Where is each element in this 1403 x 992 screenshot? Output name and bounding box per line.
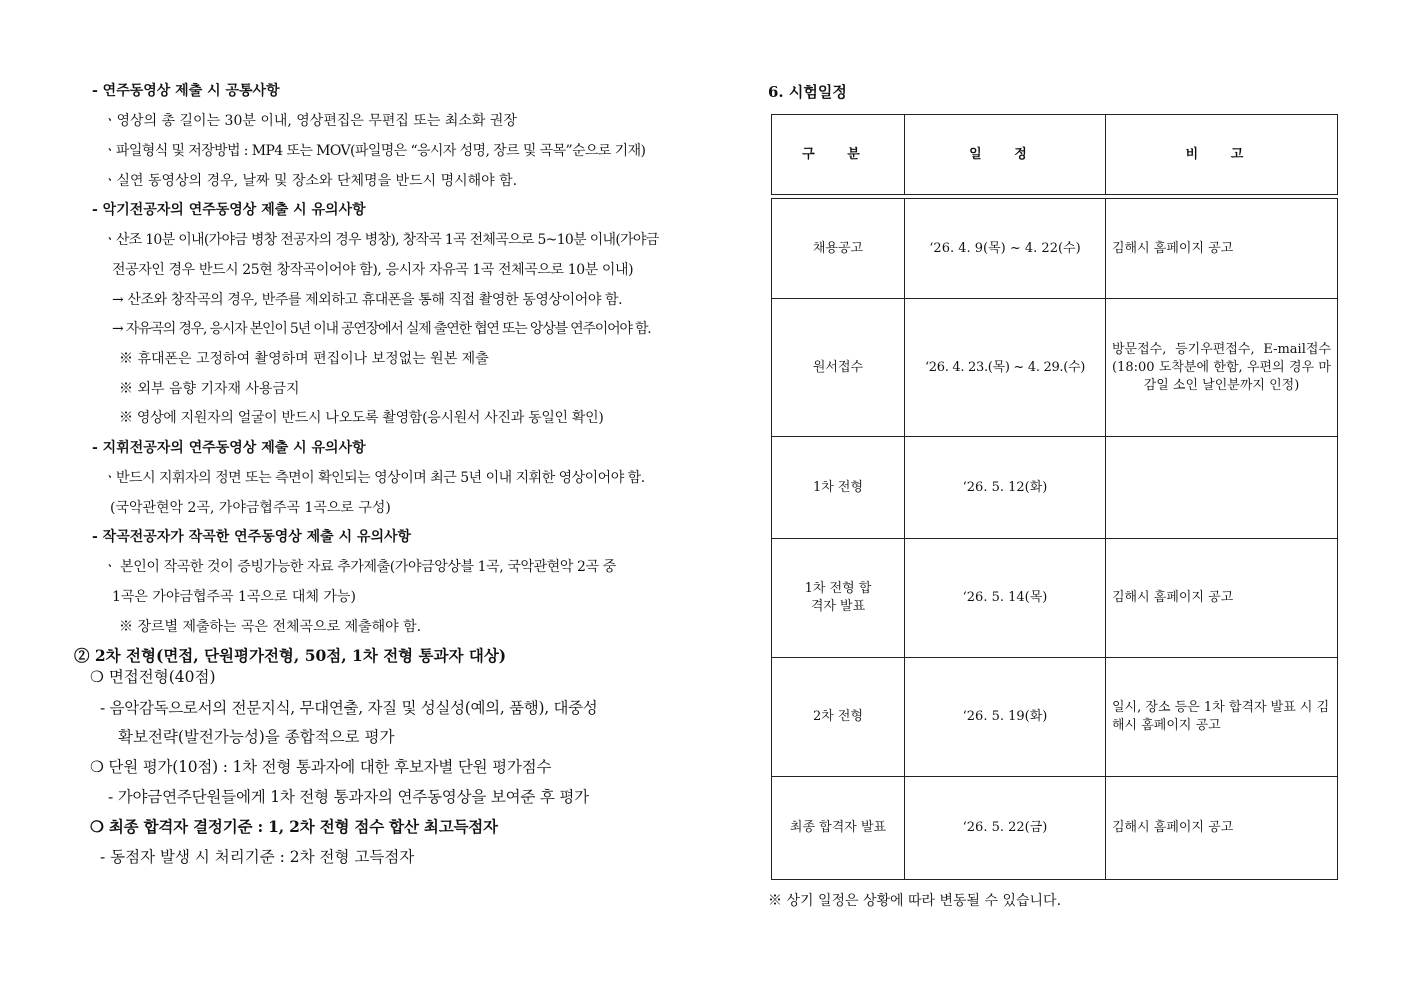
rule-sanjo-phone: → 산조와 창작곡의 경우, 반주를 제외하고 휴대폰을 통해 직접 촬영한 동영상이어야 함.: [112, 292, 623, 308]
rule-live-video: ㆍ실연 동영상의 경우, 날짜 및 장소와 단체명을 반드시 명시해야 함.: [103, 173, 518, 189]
item-member-evaluation-detail: - 가야금연주단원들에게 1차 전형 통과자의 연주동영상을 보여준 후 평가: [108, 788, 589, 806]
row-category: 1차 전형 합격자 발표: [771, 539, 904, 657]
rule-instrument-pieces-cont: 전공자인 경우 반드시 25현 창작곡이어야 함), 응시자 자유곡 1곡 전체곡으로 10분 이내): [112, 262, 634, 278]
row-date: ‘26. 5. 14(목): [904, 539, 1105, 657]
row-note: 일시, 장소 등은 1차 합격자 발표 시 김해시 홈페이지 공고: [1105, 658, 1338, 776]
table-row: [771, 539, 1338, 657]
item-interview: ❍ 면접전형(40점): [90, 668, 216, 686]
row-date: ‘26. 4. 9(목) ~ 4. 22(수): [904, 199, 1105, 298]
rule-video-length: ㆍ영상의 총 길이는 30분 이내, 영상편집은 무편집 또는 최소화 권장: [103, 113, 517, 129]
item-member-evaluation: ❍ 단원 평가(10점) : 1차 전형 통과자에 대한 후보자별 단원 평가점수: [90, 758, 552, 776]
table-header-row: [771, 115, 1338, 194]
row-note: 김해시 홈페이지 공고: [1105, 539, 1338, 657]
row-note: 김해시 홈페이지 공고: [1105, 777, 1338, 879]
item-interview-criteria-cont: 확보전략(발전가능성)을 종합적으로 평가: [118, 728, 395, 746]
note-full-pieces: ※ 장르별 제출하는 곡은 전체곡으로 제출해야 함.: [119, 619, 422, 635]
row-category: 채용공고: [771, 199, 904, 298]
heading-instrument-rules: - 악기전공자의 연주동영상 제출 시 유의사항: [92, 202, 366, 218]
row-category: 1차 전형: [771, 437, 904, 538]
item-tie-breaker: - 동점자 발생 시 처리기준 : 2차 전형 고득점자: [100, 848, 415, 866]
note-phone-fixed: ※ 휴대폰은 고정하여 촬영하며 편집이나 보정없는 원본 제출: [119, 351, 489, 367]
note-face-visible: ※ 영상에 지원자의 얼굴이 반드시 나오도록 촬영함(응시원서 사진과 동일인 확인): [119, 410, 604, 426]
table-row: [771, 199, 1338, 298]
rule-instrument-pieces: ㆍ산조 10분 이내(가야금 병창 전공자의 경우 병창), 창작곡 1곡 전체곡으로 5~10분 이내(가야금: [103, 232, 659, 248]
table-row: [771, 299, 1338, 436]
rule-file-format: ㆍ파일형식 및 저장방법 : MP4 또는 MOV(파일명은 “응시자 성명, 장르 및 곡목”순으로 기재): [103, 143, 646, 159]
heading-conductor-rules: - 지휘전공자의 연주동영상 제출 시 유의사항: [92, 440, 366, 456]
table-row: [771, 777, 1338, 879]
item-interview-criteria: - 음악감독으로서의 전문지식, 무대연출, 자질 및 성실성(예의, 품행), 대중성: [100, 699, 598, 717]
schedule-title: 6. 시험일정: [768, 83, 847, 101]
header-note: 비 고: [1105, 115, 1338, 194]
header-category: 구 분: [771, 115, 904, 194]
row-date: ‘26. 5. 22(금): [904, 777, 1105, 879]
table-row: [771, 437, 1338, 538]
header-date: 일 정: [904, 115, 1105, 194]
rule-conductor-composition: (국악관현악 2곡, 가야금협주곡 1곡으로 구성): [110, 500, 391, 516]
row-date: ‘26. 5. 19(화): [904, 658, 1105, 776]
schedule-footnote: ※ 상기 일정은 상황에 따라 변동될 수 있습니다.: [768, 893, 1062, 909]
rule-composer-proof: ㆍ 본인이 작곡한 것이 증빙가능한 자료 추가제출(가야금앙상블 1곡, 국악관현악 2곡 중: [103, 559, 616, 575]
row-date: ‘26. 5. 12(화): [904, 437, 1105, 538]
heading-second-round: ② 2차 전형(면접, 단원평가전형, 50점, 1차 전형 통과자 대상): [74, 646, 507, 665]
row-note: 김해시 홈페이지 공고: [1105, 199, 1338, 298]
heading-common-video-rules: - 연주동영상 제출 시 공통사항: [92, 83, 280, 99]
row-note: 방문접수, 등기우편접수, E-mail접수 (18:00 도착분에 한함, 우편의 경우 마감일 소인 날인분까지 인정): [1105, 299, 1338, 436]
row-category: 원서접수: [771, 299, 904, 436]
rule-composer-proof-cont: 1곡은 가야금협주곡 1곡으로 대체 가능): [112, 589, 356, 605]
note-no-external-audio: ※ 외부 음향 기자재 사용금지: [119, 381, 300, 397]
rule-conductor-video: ㆍ반드시 지휘자의 정면 또는 측면이 확인되는 영상이며 최근 5년 이내 지휘한 영상이어야 함.: [103, 470, 645, 486]
table-row: [771, 658, 1338, 776]
item-final-criteria: ❍ 최종 합격자 결정기준 : 1, 2차 전형 점수 합산 최고득점자: [90, 817, 498, 836]
heading-composer-rules: - 작곡전공자가 작곡한 연주동영상 제출 시 유의사항: [92, 529, 412, 545]
rule-free-piece: → 자유곡의 경우, 응시자 본인이 5년 이내 공연장에서 실제 출연한 협연 또는 앙상블 연주이어야 함.: [112, 321, 651, 337]
row-category: 2차 전형: [771, 658, 904, 776]
row-note: [1105, 437, 1338, 538]
row-date: ‘26. 4. 23.(목) ~ 4. 29.(수): [904, 299, 1105, 436]
row-category: 최종 합격자 발표: [771, 777, 904, 879]
